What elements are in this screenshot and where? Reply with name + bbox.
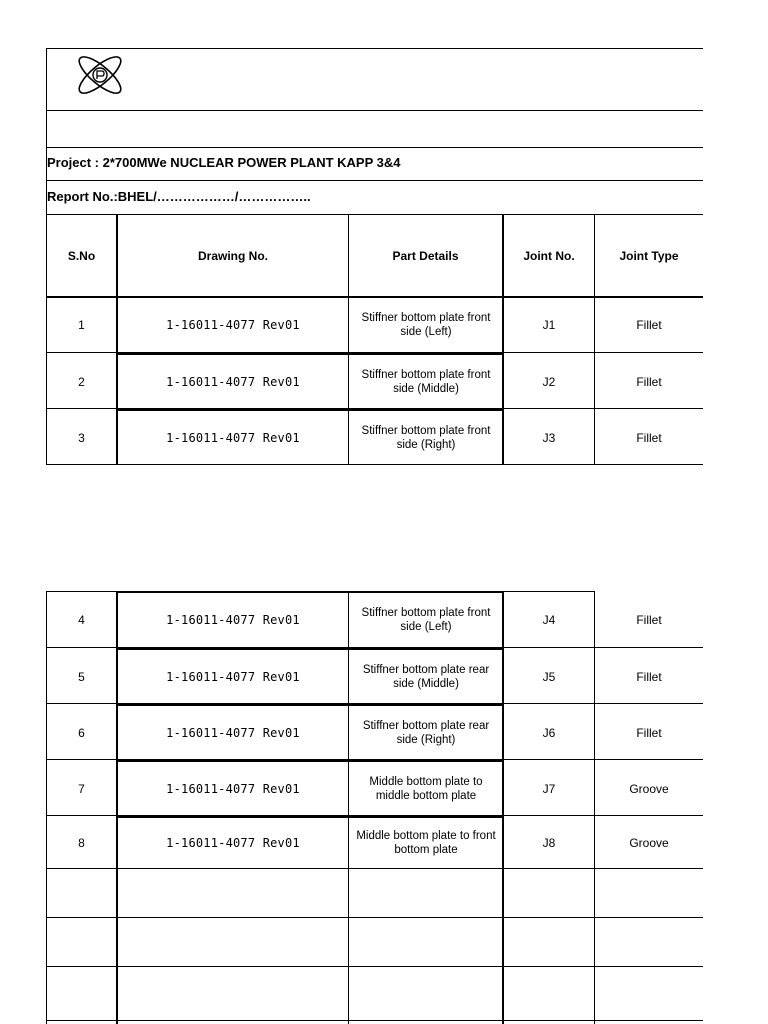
header-joint-type: Joint Type bbox=[619, 248, 679, 263]
cell-joint-type: Fillet bbox=[636, 725, 662, 740]
cell-drawing-no: 1-16011-4077 Rev01 bbox=[166, 836, 300, 850]
cell-sno: 5 bbox=[78, 669, 85, 684]
cell-joint-no: J5 bbox=[542, 669, 556, 684]
project-title: Project : 2*700MWe NUCLEAR POWER PLANT KAPP 3&4 bbox=[47, 155, 401, 170]
cell-drawing-no: 1-16011-4077 Rev01 bbox=[166, 318, 300, 332]
cell-drawing-no: 1-16011-4077 Rev01 bbox=[166, 612, 300, 627]
cell-joint-type: Fillet bbox=[636, 374, 662, 389]
cell-part-details: Stiffner bottom plate rear side (Right) bbox=[362, 719, 490, 746]
cell-part-details: Stiffner bottom plate front side (Left) bbox=[361, 606, 491, 633]
cell-joint-no: J1 bbox=[542, 318, 556, 332]
cell-joint-type: Fillet bbox=[636, 318, 662, 332]
header-part-details: Part Details bbox=[392, 248, 459, 263]
cell-part-details: Stiffner bottom plate front side (Left) bbox=[361, 312, 491, 338]
cell-part-details: Stiffner bottom plate rear side (Middle) bbox=[362, 663, 490, 690]
cell-drawing-no: 1-16011-4077 Rev01 bbox=[166, 669, 300, 684]
cell-joint-no: J8 bbox=[542, 836, 556, 850]
cell-sno: 3 bbox=[78, 430, 85, 445]
cell-joint-no: J6 bbox=[542, 725, 556, 740]
cell-sno: 7 bbox=[78, 781, 85, 796]
cell-sno: 8 bbox=[78, 836, 85, 850]
header-joint-no: Joint No. bbox=[523, 248, 575, 263]
cell-part-details: Stiffner bottom plate front side (Right) bbox=[361, 424, 491, 451]
cell-joint-no: J2 bbox=[542, 374, 556, 389]
header-sno: S.No bbox=[67, 248, 96, 263]
cell-joint-type: Fillet bbox=[636, 430, 662, 445]
cell-joint-type: Groove bbox=[629, 836, 669, 850]
cell-joint-no: J4 bbox=[542, 612, 556, 627]
cell-joint-no: J3 bbox=[542, 430, 556, 445]
cell-sno: 6 bbox=[78, 725, 85, 740]
header-drawing-no: Drawing No. bbox=[197, 248, 268, 263]
cell-drawing-no: 1-16011-4077 Rev01 bbox=[166, 374, 300, 389]
cell-joint-type: Fillet bbox=[636, 612, 662, 627]
report-number: Report No.:BHEL/………………/…………….. bbox=[47, 189, 311, 204]
cell-drawing-no: 1-16011-4077 Rev01 bbox=[166, 781, 300, 796]
cell-drawing-no: 1-16011-4077 Rev01 bbox=[166, 725, 300, 740]
cell-part-details: Stiffner bottom plate front side (Middle) bbox=[361, 368, 491, 395]
cell-joint-no: J7 bbox=[542, 781, 556, 796]
cell-joint-type: Groove bbox=[629, 781, 669, 796]
cell-sno: 2 bbox=[78, 374, 85, 389]
cell-joint-type: Fillet bbox=[636, 669, 662, 684]
company-logo bbox=[72, 52, 128, 98]
cell-part-details: Middle bottom plate to front bottom plate bbox=[356, 830, 496, 856]
cell-sno: 4 bbox=[78, 612, 85, 627]
cell-drawing-no: 1-16011-4077 Rev01 bbox=[166, 430, 300, 445]
cell-sno: 1 bbox=[78, 318, 85, 332]
cell-part-details: Middle bottom plate to middle bottom plate bbox=[369, 775, 483, 802]
